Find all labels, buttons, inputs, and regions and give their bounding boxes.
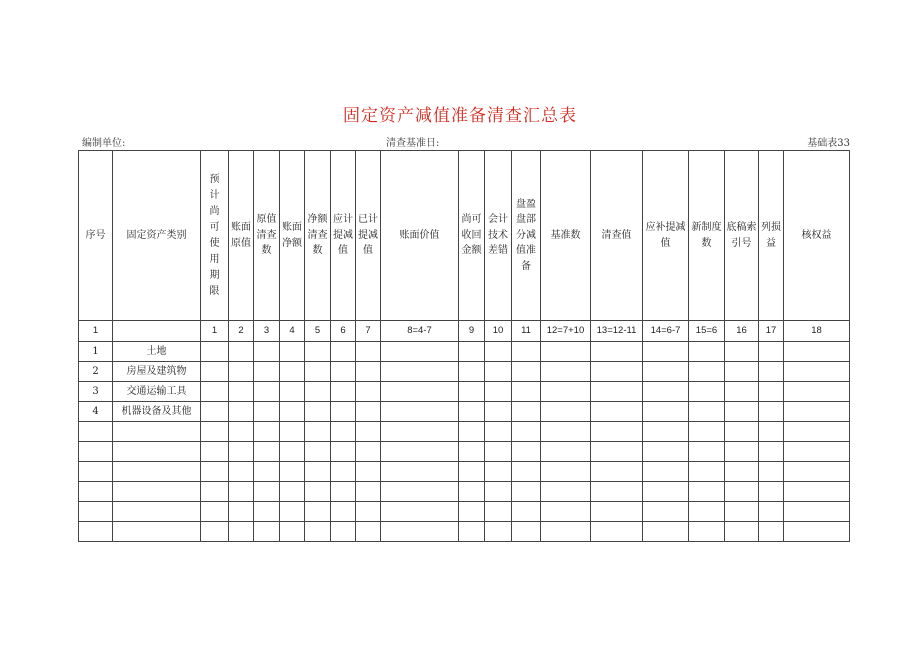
value-cell[interactable] (381, 462, 459, 482)
table-row (79, 342, 850, 362)
value-cell[interactable] (356, 482, 381, 502)
table-row (79, 402, 850, 422)
base-date-label: 清查基准日: (386, 138, 440, 149)
col-header-book-net: 账面净额 (280, 151, 305, 321)
value-cell[interactable] (591, 362, 643, 382)
value-cell[interactable] (485, 502, 512, 522)
value-cell[interactable] (541, 362, 591, 382)
value-cell[interactable] (280, 482, 305, 502)
value-cell[interactable] (229, 462, 254, 482)
value-cell[interactable] (254, 342, 280, 362)
value-cell[interactable] (689, 342, 725, 362)
value-cell[interactable] (305, 522, 331, 542)
value-cell[interactable] (725, 422, 759, 442)
value-cell[interactable] (201, 502, 229, 522)
value-cell[interactable] (305, 462, 331, 482)
value-cell[interactable] (305, 422, 331, 442)
value-cell[interactable] (643, 382, 689, 402)
value-cell[interactable] (381, 482, 459, 502)
value-cell[interactable] (512, 522, 541, 542)
value-cell[interactable] (305, 342, 331, 362)
value-cell[interactable] (485, 482, 512, 502)
value-cell[interactable] (381, 342, 459, 362)
value-cell[interactable] (689, 402, 725, 422)
column-number-cell: 1 (201, 321, 229, 342)
column-number-cell: 1 (79, 321, 113, 342)
value-cell[interactable] (331, 422, 356, 442)
row-number-cell[interactable] (79, 482, 113, 502)
value-cell[interactable] (591, 482, 643, 502)
value-cell[interactable] (331, 382, 356, 402)
value-cell[interactable] (201, 462, 229, 482)
value-cell[interactable] (591, 422, 643, 442)
value-cell[interactable] (541, 442, 591, 462)
col-header-impairment-due: 应计提减值 (331, 151, 356, 321)
col-header-original-check: 原值清查数 (254, 151, 280, 321)
row-number-cell[interactable]: 2 (79, 362, 113, 382)
value-cell[interactable] (459, 362, 485, 382)
value-cell[interactable] (280, 422, 305, 442)
value-cell[interactable] (254, 502, 280, 522)
value-cell[interactable] (201, 422, 229, 442)
value-cell[interactable] (254, 382, 280, 402)
value-cell[interactable] (759, 482, 784, 502)
value-cell[interactable] (725, 382, 759, 402)
column-number-cell: 14=6-7 (643, 321, 689, 342)
value-cell[interactable] (725, 522, 759, 542)
value-cell[interactable] (725, 402, 759, 422)
value-cell[interactable] (305, 482, 331, 502)
value-cell[interactable] (759, 342, 784, 362)
column-number-cell: 9 (459, 321, 485, 342)
value-cell[interactable] (784, 362, 850, 382)
value-cell[interactable] (356, 442, 381, 462)
value-cell[interactable] (784, 422, 850, 442)
category-cell[interactable] (113, 502, 201, 522)
value-cell[interactable] (541, 422, 591, 442)
value-cell[interactable] (759, 362, 784, 382)
row-number-cell[interactable]: 3 (79, 382, 113, 402)
value-cell[interactable] (459, 522, 485, 542)
value-cell[interactable] (356, 502, 381, 522)
value-cell[interactable] (459, 442, 485, 462)
category-cell[interactable] (113, 522, 201, 542)
value-cell[interactable] (784, 342, 850, 362)
value-cell[interactable] (759, 402, 784, 422)
category-cell[interactable] (113, 442, 201, 462)
value-cell[interactable] (381, 522, 459, 542)
column-number-cell: 6 (331, 321, 356, 342)
table-row (79, 442, 850, 462)
category-cell[interactable]: 机器设备及其他 (113, 402, 201, 422)
value-cell[interactable] (356, 382, 381, 402)
col-header-base: 基准数 (541, 151, 591, 321)
value-cell[interactable] (459, 462, 485, 482)
category-cell[interactable]: 交通运输工具 (113, 382, 201, 402)
value-cell[interactable] (254, 462, 280, 482)
value-cell[interactable] (759, 522, 784, 542)
value-cell[interactable] (331, 362, 356, 382)
value-cell[interactable] (381, 402, 459, 422)
value-cell[interactable] (381, 422, 459, 442)
value-cell[interactable] (689, 522, 725, 542)
column-number-cell: 13=12-11 (591, 321, 643, 342)
table-row (79, 522, 850, 542)
value-cell[interactable] (280, 442, 305, 462)
value-cell[interactable] (689, 462, 725, 482)
value-cell[interactable] (229, 362, 254, 382)
col-header-category: 固定资产类别 (113, 151, 201, 321)
value-cell[interactable] (512, 442, 541, 462)
table-row (79, 422, 850, 442)
value-cell[interactable] (485, 462, 512, 482)
value-cell[interactable] (784, 402, 850, 422)
value-cell[interactable] (643, 522, 689, 542)
value-cell[interactable] (229, 342, 254, 362)
summary-table (78, 150, 850, 542)
value-cell[interactable] (591, 522, 643, 542)
col-header-remaining-life-text: 预计尚可使用期限 (209, 173, 220, 297)
col-header-recoverable: 尚可收回金额 (459, 151, 485, 321)
value-cell[interactable] (725, 482, 759, 502)
value-cell[interactable] (541, 502, 591, 522)
header-row (79, 151, 850, 321)
category-cell[interactable]: 土地 (113, 342, 201, 362)
col-header-equity: 核权益 (784, 151, 850, 321)
value-cell[interactable] (201, 342, 229, 362)
value-cell[interactable] (689, 502, 725, 522)
col-header-surplus-loss: 盘盈盘部分减值准备 (512, 151, 541, 321)
value-cell[interactable] (725, 502, 759, 522)
value-cell[interactable] (459, 482, 485, 502)
value-cell[interactable] (512, 342, 541, 362)
row-number-cell[interactable]: 1 (79, 342, 113, 362)
col-header-net-check: 净额清查数 (305, 151, 331, 321)
row-number-cell[interactable] (79, 502, 113, 522)
value-cell[interactable] (485, 342, 512, 362)
column-number-cell: 2 (229, 321, 254, 342)
value-cell[interactable] (356, 362, 381, 382)
value-cell[interactable] (381, 442, 459, 462)
row-number-cell[interactable] (79, 462, 113, 482)
value-cell[interactable] (280, 502, 305, 522)
column-number-cell: 15=6 (689, 321, 725, 342)
value-cell[interactable] (305, 502, 331, 522)
table-row (79, 502, 850, 522)
column-number-cell: 12=7+10 (541, 321, 591, 342)
value-cell[interactable] (356, 462, 381, 482)
col-header-check-value: 清查值 (591, 151, 643, 321)
col-header-remaining-life (201, 151, 229, 321)
value-cell[interactable] (512, 502, 541, 522)
value-cell[interactable] (356, 422, 381, 442)
value-cell[interactable] (512, 362, 541, 382)
col-header-impairment-made: 已计提减值 (356, 151, 381, 321)
value-cell[interactable] (784, 462, 850, 482)
value-cell[interactable] (591, 342, 643, 362)
category-cell[interactable]: 房屋及建筑物 (113, 362, 201, 382)
value-cell[interactable] (229, 422, 254, 442)
value-cell[interactable] (759, 422, 784, 442)
column-number-cell: 10 (485, 321, 512, 342)
value-cell[interactable] (591, 462, 643, 482)
value-cell[interactable] (725, 442, 759, 462)
value-cell[interactable] (305, 382, 331, 402)
value-cell[interactable] (254, 422, 280, 442)
value-cell[interactable] (643, 402, 689, 422)
value-cell[interactable] (280, 342, 305, 362)
value-cell[interactable] (512, 482, 541, 502)
value-cell[interactable] (331, 462, 356, 482)
value-cell[interactable] (229, 522, 254, 542)
value-cell[interactable] (331, 522, 356, 542)
value-cell[interactable] (331, 482, 356, 502)
value-cell[interactable] (643, 342, 689, 362)
value-cell[interactable] (541, 342, 591, 362)
category-cell[interactable] (113, 482, 201, 502)
value-cell[interactable] (591, 442, 643, 462)
column-number-cell: 8=4-7 (381, 321, 459, 342)
value-cell[interactable] (201, 522, 229, 542)
value-cell[interactable] (643, 422, 689, 442)
value-cell[interactable] (305, 442, 331, 462)
value-cell[interactable] (485, 442, 512, 462)
value-cell[interactable] (784, 522, 850, 542)
col-header-no: 序号 (79, 151, 113, 321)
value-cell[interactable] (541, 522, 591, 542)
value-cell[interactable] (643, 442, 689, 462)
value-cell[interactable] (689, 422, 725, 442)
column-number-cell: 16 (725, 321, 759, 342)
value-cell[interactable] (784, 502, 850, 522)
value-cell[interactable] (512, 422, 541, 442)
value-cell[interactable] (381, 502, 459, 522)
value-cell[interactable] (485, 382, 512, 402)
col-header-book-original: 账面原值 (229, 151, 254, 321)
column-number-cell: 18 (784, 321, 850, 342)
row-number-cell[interactable]: 4 (79, 402, 113, 422)
category-cell[interactable] (113, 462, 201, 482)
value-cell[interactable] (280, 382, 305, 402)
value-cell[interactable] (689, 442, 725, 462)
value-cell[interactable] (201, 362, 229, 382)
value-cell[interactable] (254, 442, 280, 462)
row-number-cell[interactable] (79, 522, 113, 542)
value-cell[interactable] (254, 362, 280, 382)
column-number-cell (113, 321, 201, 342)
col-header-profit-loss: 列损益 (759, 151, 784, 321)
value-cell[interactable] (305, 402, 331, 422)
value-cell[interactable] (459, 402, 485, 422)
value-cell[interactable] (591, 402, 643, 422)
category-cell[interactable] (113, 422, 201, 442)
value-cell[interactable] (689, 362, 725, 382)
value-cell[interactable] (643, 462, 689, 482)
value-cell[interactable] (201, 442, 229, 462)
value-cell[interactable] (201, 482, 229, 502)
value-cell[interactable] (541, 462, 591, 482)
value-cell[interactable] (643, 502, 689, 522)
value-cell[interactable] (280, 362, 305, 382)
form-number-label: 基础表33 (807, 138, 850, 149)
column-number-cell: 4 (280, 321, 305, 342)
value-cell[interactable] (784, 382, 850, 402)
value-cell[interactable] (485, 402, 512, 422)
value-cell[interactable] (784, 482, 850, 502)
value-cell[interactable] (254, 522, 280, 542)
value-cell[interactable] (331, 342, 356, 362)
value-cell[interactable] (759, 502, 784, 522)
value-cell[interactable] (485, 362, 512, 382)
value-cell[interactable] (229, 382, 254, 402)
value-cell[interactable] (485, 422, 512, 442)
value-cell[interactable] (280, 402, 305, 422)
value-cell[interactable] (229, 482, 254, 502)
value-cell[interactable] (280, 462, 305, 482)
value-cell[interactable] (356, 402, 381, 422)
value-cell[interactable] (485, 522, 512, 542)
table-row (79, 482, 850, 502)
value-cell[interactable] (512, 402, 541, 422)
value-cell[interactable] (512, 462, 541, 482)
row-number-cell[interactable] (79, 422, 113, 442)
value-cell[interactable] (280, 522, 305, 542)
value-cell[interactable] (381, 382, 459, 402)
value-cell[interactable] (725, 362, 759, 382)
value-cell[interactable] (459, 422, 485, 442)
table-row (79, 362, 850, 382)
value-cell[interactable] (229, 442, 254, 462)
value-cell[interactable] (643, 482, 689, 502)
value-cell[interactable] (759, 382, 784, 402)
value-cell[interactable] (725, 342, 759, 362)
col-header-book-value: 账面价值 (381, 151, 459, 321)
table-row (79, 462, 850, 482)
value-cell[interactable] (381, 362, 459, 382)
value-cell[interactable] (459, 342, 485, 362)
value-cell[interactable] (759, 462, 784, 482)
page-title: 固定资产减值准备清查汇总表 (343, 106, 577, 126)
value-cell[interactable] (591, 502, 643, 522)
unit-label: 编制单位: (82, 138, 126, 149)
column-number-cell: 11 (512, 321, 541, 342)
value-cell[interactable] (305, 362, 331, 382)
value-cell[interactable] (201, 382, 229, 402)
col-header-new-system: 新制度数 (689, 151, 725, 321)
column-number-cell: 5 (305, 321, 331, 342)
value-cell[interactable] (331, 442, 356, 462)
value-cell[interactable] (356, 522, 381, 542)
value-cell[interactable] (541, 482, 591, 502)
col-header-accounting-error: 会计技术差错 (485, 151, 512, 321)
value-cell[interactable] (541, 402, 591, 422)
value-cell[interactable] (689, 482, 725, 502)
value-cell[interactable] (591, 382, 643, 402)
column-number-cell: 3 (254, 321, 280, 342)
value-cell[interactable] (512, 382, 541, 402)
value-cell[interactable] (229, 502, 254, 522)
value-cell[interactable] (459, 502, 485, 522)
value-cell[interactable] (541, 382, 591, 402)
value-cell[interactable] (759, 442, 784, 462)
value-cell[interactable] (331, 402, 356, 422)
value-cell[interactable] (331, 502, 356, 522)
value-cell[interactable] (459, 382, 485, 402)
value-cell[interactable] (689, 382, 725, 402)
value-cell[interactable] (229, 402, 254, 422)
value-cell[interactable] (784, 442, 850, 462)
value-cell[interactable] (254, 402, 280, 422)
column-number-row (79, 321, 850, 342)
value-cell[interactable] (725, 462, 759, 482)
value-cell[interactable] (201, 402, 229, 422)
col-header-supplement: 应补提减值 (643, 151, 689, 321)
value-cell[interactable] (254, 482, 280, 502)
column-number-cell: 7 (356, 321, 381, 342)
col-header-index: 底稿索引号 (725, 151, 759, 321)
value-cell[interactable] (356, 342, 381, 362)
table-row (79, 382, 850, 402)
row-number-cell[interactable] (79, 442, 113, 462)
column-number-cell: 17 (759, 321, 784, 342)
value-cell[interactable] (643, 362, 689, 382)
